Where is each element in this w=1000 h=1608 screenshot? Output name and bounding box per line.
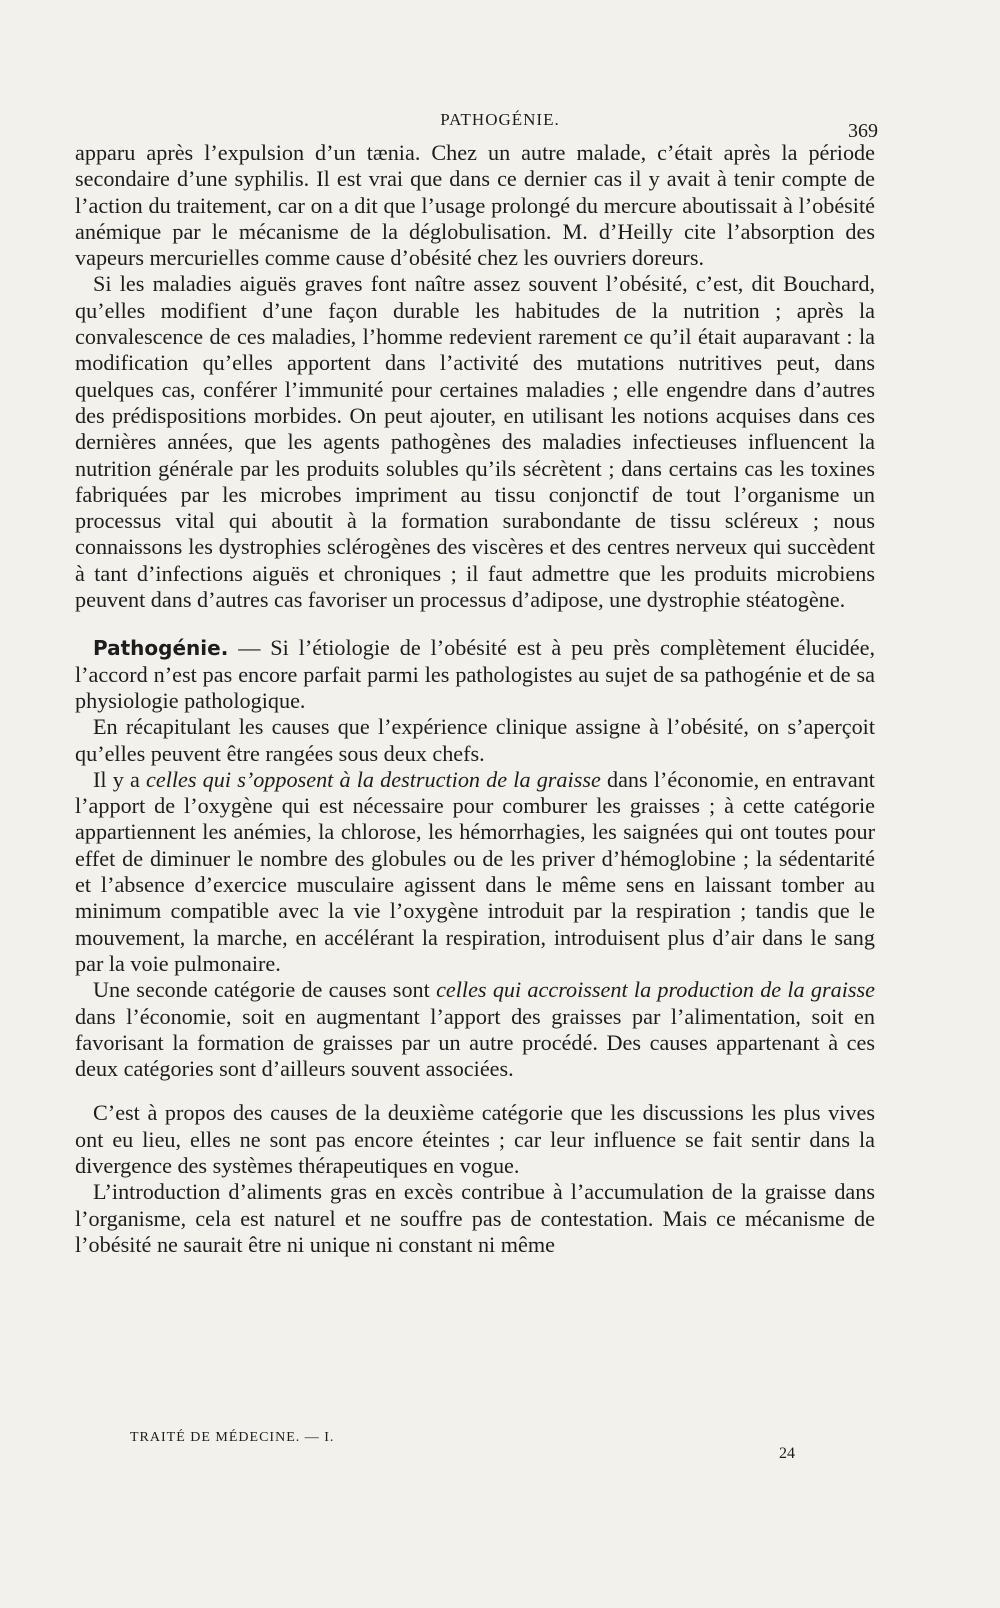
paragraph-5-italic: celles qui s’opposent à la destruction de la graisse: [146, 766, 601, 792]
paragraph-4: En récapitulant les causes que l’expérience clinique assigne à l’obésité, on s’aperçoit qu’elles peuvent être rangées sous deux chefs.: [75, 714, 875, 766]
paragraph-6-rest: dans l’économie, soit en augmentant l’apport des graisses par l’alimentation, soit en favorisant la formation de graisses par un autre procédé. Des causes appartenant à ces deux catégories sont d’ailleurs souvent associées.: [75, 1003, 875, 1082]
paragraph-6-italic: celles qui accroissent la production de la graisse: [436, 977, 876, 1003]
paragraph-1: apparu après l’expulsion d’un tænia. Chez un autre malade, c’était après la période secondaire d’une syphilis. Il est vrai que dans ce dernier cas il y avait à tenir compte de l’action du traitement, car on a dit que l’usage prolongé du mercure aboutissait à l’obésité anémique par le mécanisme de la déglobulisation. M. d’Heilly cite l’absorption des vapeurs mercurielles comme cause d’obésité chez les ouvriers doreurs.: [75, 140, 875, 271]
paragraph-6-start: Une seconde catégorie de causes sont: [93, 977, 437, 1003]
running-title: PATHOGÉNIE.: [440, 110, 560, 129]
paragraph-3: [75, 635, 875, 714]
paragraph-5: [75, 767, 875, 977]
section-heading: Pathogénie.: [93, 636, 229, 661]
paragraph-6: [75, 977, 875, 1082]
footer-signature: 24: [779, 1445, 795, 1462]
paragraph-2: Si les maladies aiguës graves font naître assez souvent l’obésité, c’est, dit Bouchard, qu’elles modifient d’une façon durable les habitudes de la nutrition ; après la convalescence de ces maladies, l’homme redevient rarement ce qu’il était auparavant : la modification qu’elles apportent dans l’activité des mutations nutritives peut, dans quelques cas, conférer l’immunité pour certaines maladies ; elle engendre dans d’autres des prédispositions morbides. On peut ajouter, en utilisant les notions acquises dans ces dernières années, que les agents pathogènes des maladies infectieuses influencent la nutrition générale par les produits solubles qu’ils sécrètent ; dans certains cas les toxines fabriquées par les microbes impriment au tissu conjonctif de tout l’organisme un processus vital qui aboutit à la formation surabondante de tissu scléreux ; nous connaissons les dystrophies sclérogènes des viscères et des centres nerveux qui succèdent à tant d’infections aiguës et chroniques ; il faut admettre que les produits microbiens peuvent dans d’autres cas favoriser un processus d’adipose, une dystrophie stéatogène.: [75, 271, 875, 613]
paragraph-3-text: — Si l’étiologie de l’obésité est à peu près complètement élucidée, l’accord n’est pas encore parfait parmi les pathologistes au sujet de sa pathogénie et de sa physiologie pathologique.: [75, 635, 875, 713]
footer-book-title: TRAITÉ DE MÉDECINE. — I.: [130, 1430, 335, 1445]
body-text: [75, 140, 875, 1258]
paragraph-7: C’est à propos des causes de la deuxième catégorie que les discussions les plus vives ont eu lieu, elles ne sont pas encore éteintes ; car leur influence se fait sentir dans la divergence des systèmes thérapeutiques en vogue.: [75, 1100, 875, 1178]
page-number: 369: [848, 120, 878, 142]
paragraph-5-rest: dans l’économie, en entravant l’apport de l’oxygène qui est nécessaire pour comburer les graisses ; à cette catégorie appartiennent les anémies, la chlorose, les hémorrhagies, les saignées qui ont toutes pour effet de diminuer le nombre des globules ou de les priver d’hémoglobine ; la sédentarité et l’absence d’exercice musculaire agissent dans le même sens en laissant tomber au minimum compatible avec la vie l’oxygène introduit par la respiration ; tandis que le mouvement, la marche, en accélérant la respiration, introduisent plus d’air dans le sang par la voie pulmonaire.: [75, 766, 875, 976]
paragraph-5-start: Il y a: [93, 766, 146, 792]
paragraph-8: L’introduction d’aliments gras en excès contribue à l’accumulation de la graisse dans l’organisme, cela est naturel et ne souffre pas de contestation. Mais ce mécanisme de l’obésité ne saurait être ni unique ni constant ni même: [75, 1179, 875, 1257]
